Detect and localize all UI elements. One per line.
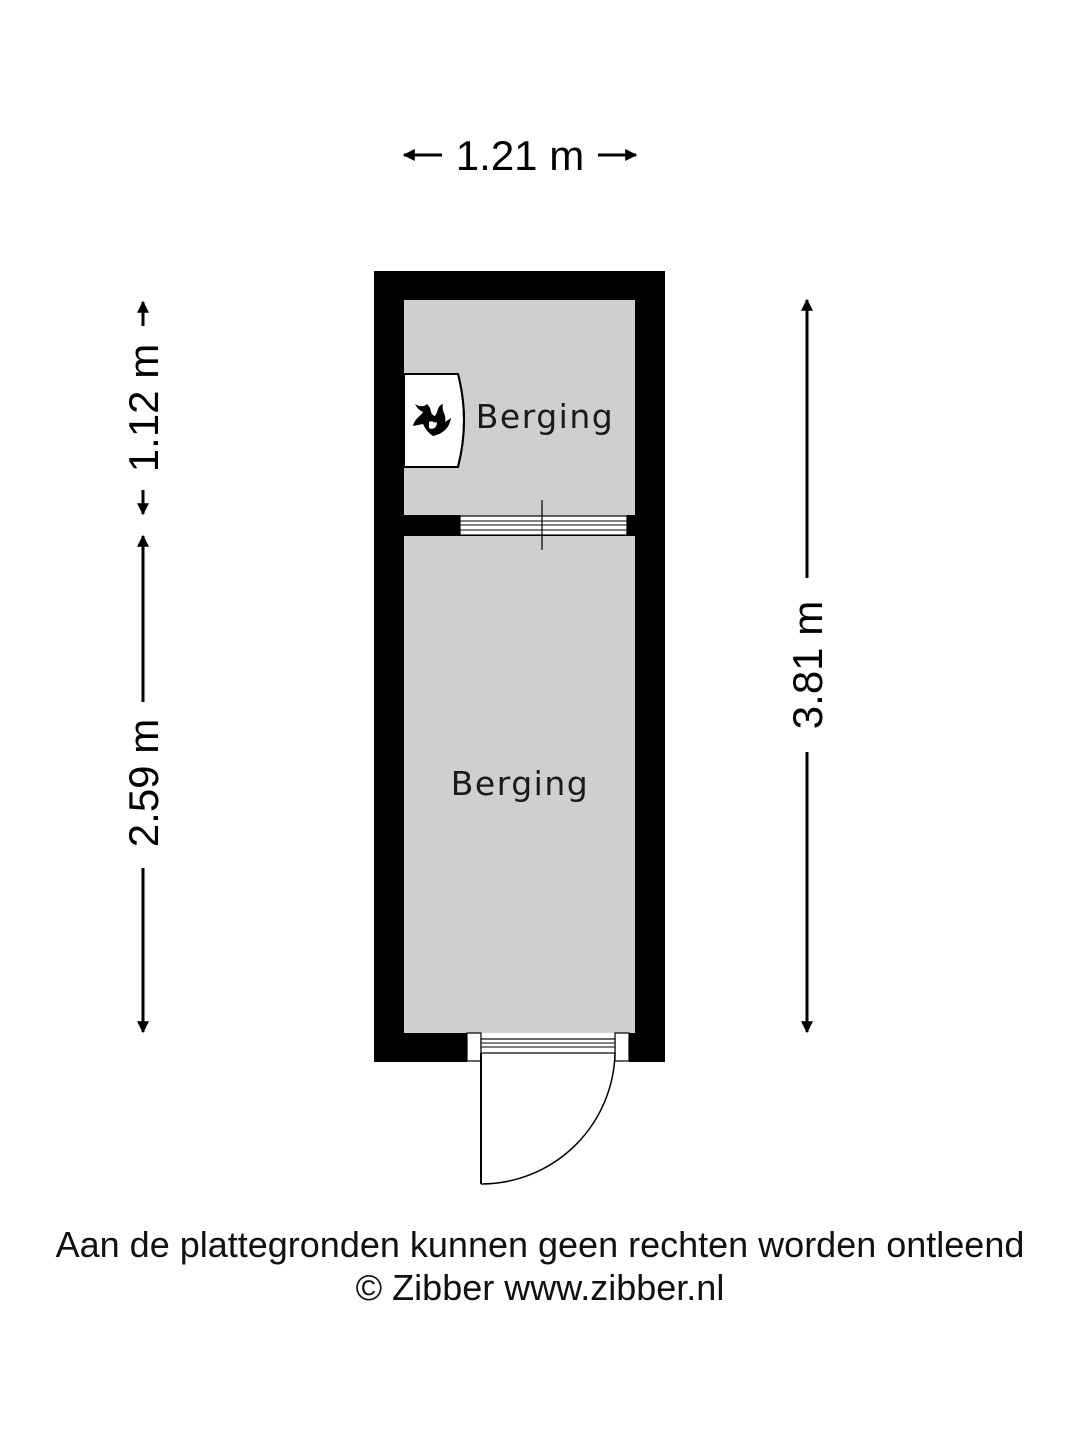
total-height-dimension [784, 300, 831, 1032]
upper-room-height-label: 1.12 m [120, 343, 167, 473]
disclaimer-text: Aan de plattegronden kunnen geen rechten worden ontleend [55, 1224, 1025, 1265]
lower-room-height-label: 2.59 m [120, 718, 167, 848]
width-dimension-label: 1.21 m [455, 132, 585, 179]
upper-room-height-dimension [120, 302, 167, 514]
copyright-text: © Zibber www.zibber.nl [355, 1267, 725, 1308]
lower-room-label: Berging [450, 764, 590, 803]
boiler-unit [404, 374, 464, 467]
total-height-label: 3.81 m [784, 600, 831, 730]
upper-room-label: Berging [475, 397, 615, 436]
width-dimension [404, 132, 636, 179]
lower-room-height-dimension [120, 536, 167, 1032]
